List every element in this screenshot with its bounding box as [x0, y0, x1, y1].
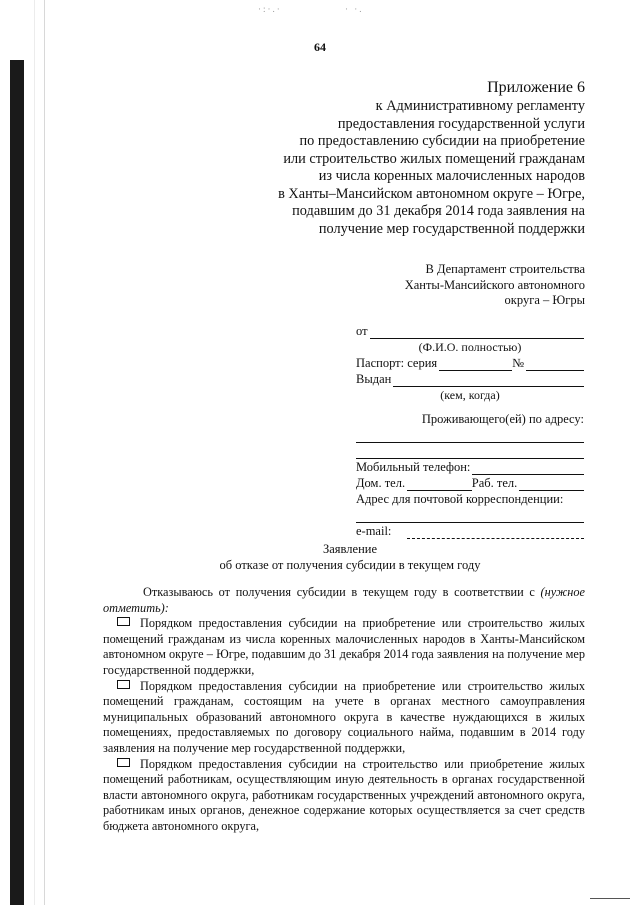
address-line-2	[356, 443, 584, 459]
option-item	[103, 679, 585, 757]
phones-row	[356, 475, 584, 491]
intro-hint: (нужное отметить):	[103, 585, 585, 615]
option-checkbox[interactable]	[117, 680, 130, 689]
postal-line	[356, 507, 584, 523]
appendix-line: по предоставлению субсидии на приобретение	[299, 133, 585, 149]
scan-margin-line	[44, 0, 45, 905]
scan-noise: · ·.	[345, 4, 364, 14]
option-checkbox[interactable]	[117, 617, 130, 626]
document-subtitle: об отказе от получения субсидии в текущем году	[219, 558, 481, 572]
appendix-line: в Ханты–Мансийском автономном округе – Югре,	[278, 185, 585, 202]
postal-row	[356, 491, 584, 507]
work-phone-field[interactable]	[519, 478, 584, 491]
address-field-1[interactable]	[356, 430, 584, 443]
issued-label: Выдан	[356, 372, 392, 386]
address-row	[356, 411, 584, 427]
appendix-line: получение мер государственной поддержки	[318, 220, 585, 237]
work-phone-label: Раб. тел.	[471, 476, 518, 490]
option-text: Порядком предоставления субсидии на приобретение или строительство жилых помещений гражданам из числа коренных малочисленных народов в Ханты-Мансийском автономном округе – Югре, подавшим до 31 декабря 2014 года заявления на получение мер государственной поддержки,	[103, 616, 585, 677]
scan-noise: ·:·.·	[258, 4, 282, 14]
addressee-block	[405, 262, 585, 309]
applicant-form	[356, 323, 584, 539]
issued-hint: (кем, когда)	[440, 388, 500, 402]
postal-field[interactable]	[356, 510, 584, 523]
appendix-line: предоставления государственной услуги	[337, 115, 585, 132]
option-text: Порядком предоставления субсидии на строительство или приобретение жилых помещений работникам, осуществляющим иную деятельность в органах государственной власти автономного округа, работникам государственных учреждений автономного округа, работникам иных органов, денежное содержание которых осуществляется за счет средств бюджета автономного округа,	[103, 756, 585, 833]
appendix-line: подавшим до 31 декабря 2014 года заявления на	[292, 203, 585, 219]
intro-paragraph	[103, 585, 585, 616]
address-field-2[interactable]	[356, 446, 584, 459]
document-title-block	[0, 541, 640, 573]
issued-field[interactable]	[393, 374, 584, 387]
appendix-header	[278, 78, 585, 238]
passport-number-field[interactable]	[526, 358, 584, 371]
document-body	[103, 585, 585, 835]
passport-series-field[interactable]	[439, 358, 512, 371]
from-row	[356, 323, 584, 339]
addressee-line: В Департамент строительства	[425, 262, 585, 276]
home-phone-field[interactable]	[407, 478, 472, 491]
mobile-field[interactable]	[472, 462, 584, 475]
option-checkbox[interactable]	[117, 758, 130, 767]
appendix-line: к Административному регламенту	[375, 98, 585, 114]
appendix-line: или строительство жилых помещений гражданам	[283, 150, 585, 167]
email-field[interactable]	[407, 526, 584, 539]
appendix-line: из числа коренных малочисленных народов	[318, 168, 585, 184]
page-number: 64	[314, 40, 326, 54]
from-label: от	[356, 324, 368, 338]
addressee-line: округа – Югры	[504, 293, 585, 307]
fio-hint: (Ф.И.О. полностью)	[418, 340, 522, 354]
fio-field[interactable]	[370, 326, 584, 339]
scan-edge-shadow	[10, 60, 24, 905]
email-row	[356, 523, 584, 539]
passport-series-label: Паспорт: серия	[356, 356, 438, 370]
mobile-row	[356, 459, 584, 475]
scan-bottom-mark	[590, 898, 630, 899]
appendix-title: Приложение 6	[487, 79, 585, 96]
postal-label: Адрес для почтовой корреспонденции:	[356, 492, 564, 506]
passport-number-label: №	[512, 356, 524, 370]
address-label: Проживающего(ей) по адресу:	[421, 412, 584, 426]
passport-row	[356, 355, 584, 371]
document-title: Заявление	[322, 542, 377, 556]
scan-fold-line	[34, 0, 35, 905]
addressee-line: Ханты-Мансийского автономного	[404, 277, 585, 292]
address-line-1	[356, 427, 584, 443]
email-label: e-mail:	[356, 524, 392, 538]
intro-text: Отказываюсь от получения субсидии в текущем году в соответствии с	[143, 585, 535, 599]
home-phone-label: Дом. тел.	[356, 476, 406, 490]
mobile-label: Мобильный телефон:	[356, 460, 471, 474]
issued-row	[356, 371, 584, 387]
option-item	[103, 616, 585, 678]
option-item	[103, 757, 585, 835]
option-text: Порядком предоставления субсидии на приобретение или строительство жилых помещений гражданам, состоящим на учете в органах местного самоуправления муниципальных образований автономного округа в качестве нуждающихся в жилых помещениях, предоставляемых по договору социального найма, подавшим в 2014 году заявления на получение мер государственной поддержки,	[103, 678, 585, 755]
